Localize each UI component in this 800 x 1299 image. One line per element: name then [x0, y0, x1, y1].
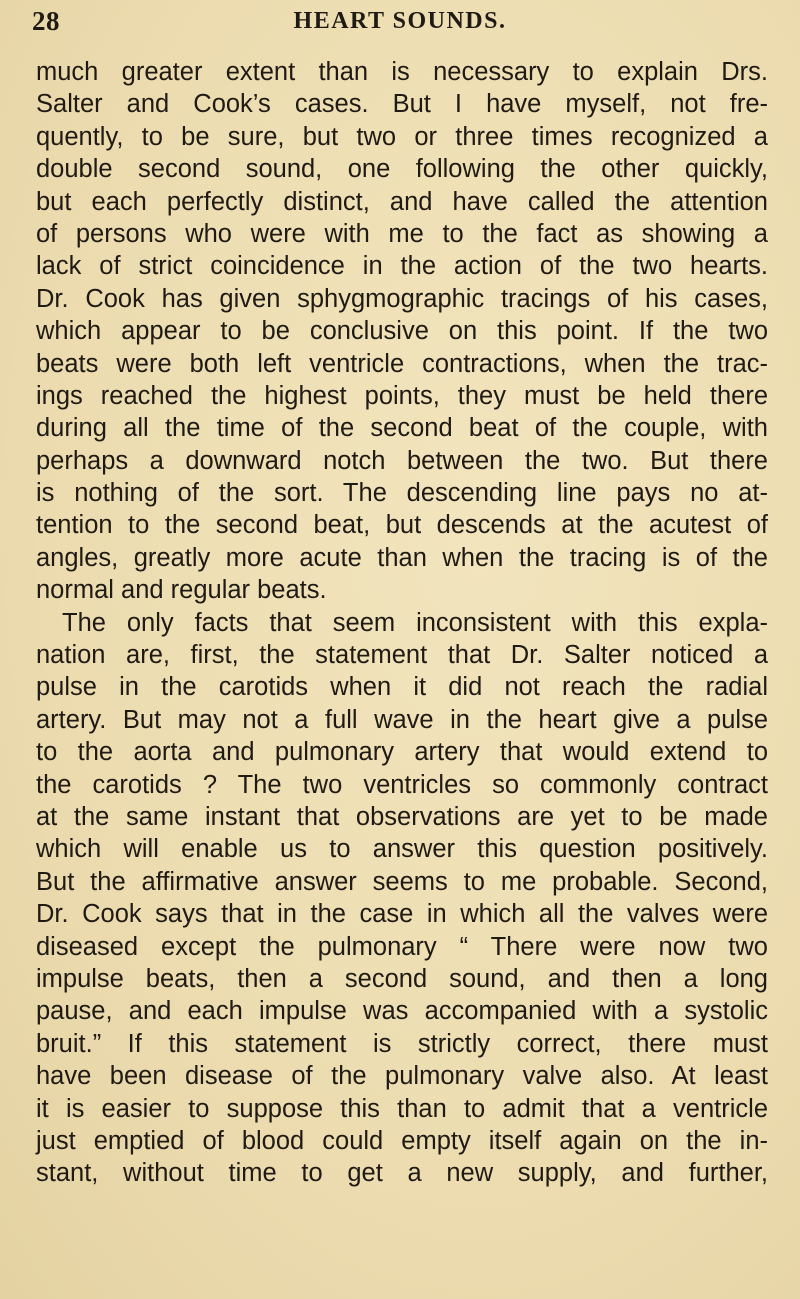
text-line: The only facts that seem inconsistent with this expla- [62, 608, 768, 637]
text-line: which appear to be conclusive on this point. If the two [36, 317, 768, 346]
text-line: stant, without time to get a new supply, and further, [36, 1159, 768, 1188]
text-line: pulse in the carotids when it did not reach the radial [36, 673, 768, 702]
text-line: double second sound, one following the other quickly, [36, 155, 768, 184]
text-line: much greater extent than is necessary to explain Drs. [36, 58, 768, 86]
text-line: artery. But may not a full wave in the heart give a pulse [36, 705, 768, 734]
text-line: impulse beats, then a second sound, and then a long [36, 964, 768, 993]
text-line: just emptied of blood could empty itself again on the in- [36, 1126, 768, 1155]
text-line: lack of strict coincidence in the action of the two hearts. [36, 252, 768, 281]
text-line: which will enable us to answer this question positively. [36, 835, 768, 864]
text-line: normal and regular beats. [36, 576, 327, 605]
text-line: beats were both left ventricle contractions, when the trac- [36, 349, 768, 378]
text-line: Dr. Cook says that in the case in which all the valves were [36, 900, 768, 929]
body-text [36, 56, 768, 1190]
page-number: 28 [32, 6, 60, 36]
text-line: but each perfectly distinct, and have called the attention [36, 187, 768, 216]
text-line: at the same instant that observations are yet to be made [36, 802, 768, 831]
text-line: have been disease of the pulmonary valve also. At least [36, 1062, 768, 1091]
text-line: tention to the second beat, but descends at the acutest of [36, 511, 768, 540]
text-line: to the aorta and pulmonary artery that would extend to [36, 738, 768, 767]
text-line: nation are, first, the statement that Dr. Salter noticed a [36, 641, 768, 670]
paragraph-2 [36, 607, 768, 1190]
text-line: ings reached the highest points, they must be held there [36, 381, 768, 410]
paragraph-1 [36, 56, 768, 607]
text-line: But the affirmative answer seems to me probable. Second, [36, 867, 768, 896]
page-header [30, 4, 770, 44]
text-line: the carotids ? The two ventricles so commonly contract [36, 770, 768, 799]
text-line: quently, to be sure, but two or three times recognized a [36, 122, 768, 151]
text-line: is nothing of the sort. The descending line pays no at- [36, 479, 768, 508]
text-line: Salter and Cook’s cases. But I have myself, not fre- [36, 90, 768, 119]
text-line: bruit.” If this statement is strictly correct, there must [36, 1029, 768, 1058]
text-line: of persons who were with me to the fact as showing a [36, 219, 768, 248]
running-title: HEART SOUNDS. [293, 8, 507, 34]
text-line: perhaps a downward notch between the two. But there [36, 446, 768, 475]
text-line: Dr. Cook has given sphygmographic tracings of his cases, [36, 284, 768, 313]
text-line: it is easier to suppose this than to admit that a ventricle [36, 1094, 768, 1123]
text-line: diseased except the pulmonary “ There were now two [36, 932, 768, 961]
text-line: pause, and each impulse was accompanied with a systolic [36, 997, 768, 1026]
text-line: angles, greatly more acute than when the tracing is of the [36, 543, 768, 572]
text-line: during all the time of the second beat of the couple, with [36, 414, 768, 443]
